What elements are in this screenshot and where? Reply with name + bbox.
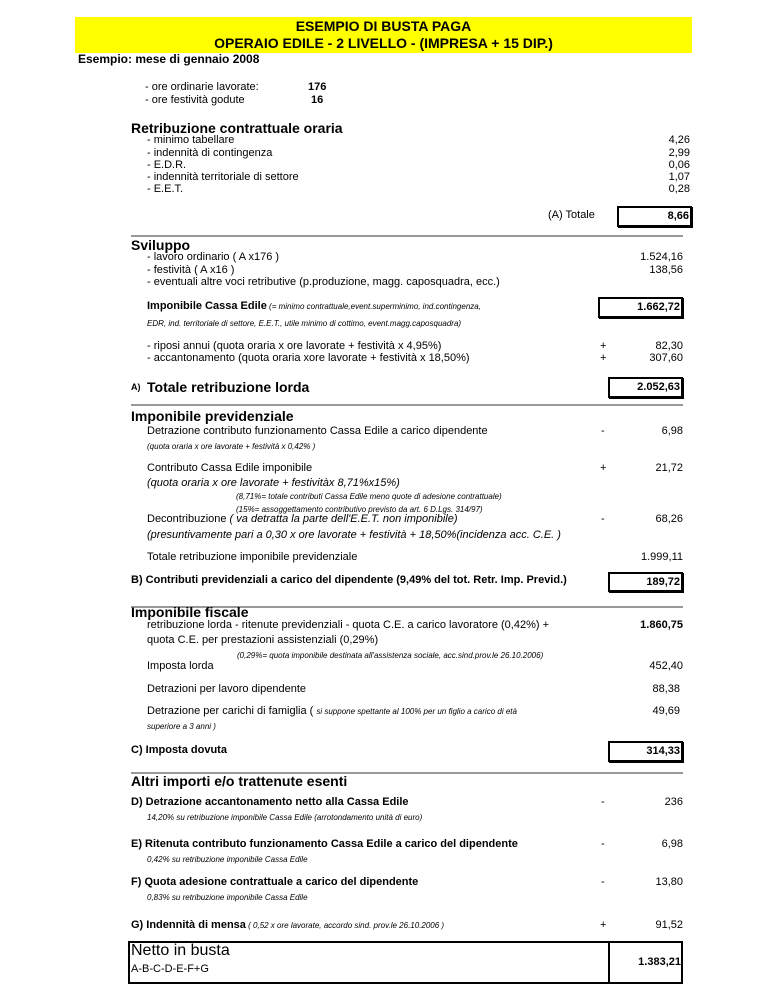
label: Detrazione per carichi di famiglia ( (147, 705, 317, 717)
rate-item-value: 2,99 (668, 147, 690, 159)
rate-item-value: 4,26 (668, 134, 690, 146)
section-heading: Sviluppo (131, 237, 191, 253)
rate-item-label: - minimo tabellare (147, 134, 235, 146)
value: 68,26 (655, 513, 683, 525)
note: ( 0,52 x ore lavorate, accordo sind. prov.le 26.10.2006 ) (245, 921, 445, 930)
value: 6,98 (661, 425, 683, 437)
deduction-note: 0,42% su retribuzione imponibile Cassa Edile (147, 855, 308, 864)
imponibile-cassa-edile-box: 1.662,72 (598, 297, 683, 318)
accantonamento-label: - accantonamento (quota oraria xore lavorate + festività x 18,50%) (147, 352, 470, 364)
sviluppo-item-value: 1.524,16 (640, 251, 683, 263)
sign: + (600, 462, 607, 474)
total-a-label: (A) Totale (548, 209, 595, 221)
note: ( va detratta la parte dell'E.E.T. non imponibile) (226, 513, 458, 525)
sign: + (600, 919, 607, 931)
total-prefix: A) (131, 382, 141, 392)
total-lorda-box: 2.052,63 (608, 377, 683, 398)
deduction-value: 6,98 (661, 838, 683, 850)
section-heading: Imponibile previdenziale (131, 408, 294, 424)
deduction-note: 14,20% su retribuzione imponibile Cassa Edile (arrotondamento unità di euro) (147, 813, 423, 822)
rate-item-label: - E.E.T. (147, 183, 184, 195)
contributo-label: Contributo Cassa Edile imponibile (147, 462, 313, 474)
hours-value: 16 (311, 94, 324, 106)
imposta-lorda-label: Imposta lorda (147, 660, 214, 672)
detrazione-label: Detrazione contributo funzionamento Cassa Edile a carico dipendente (147, 425, 488, 437)
total-lorda-label: Totale retribuzione lorda (147, 379, 310, 395)
deduction-label: F) Quota adesione contrattuale a carico del dipendente (131, 876, 419, 888)
sviluppo-item-label: - eventuali altre voci retributive (p.produzione, magg. caposquadra, ecc.) (147, 276, 500, 288)
sign: + (600, 352, 607, 364)
deduction-value: 236 (664, 796, 683, 808)
deduction-sign: - (601, 838, 605, 850)
imponibile-note: EDR, ind. territoriale di settore, E.E.T., utile minimo di cottimo, event.magg.caposquadra) (147, 319, 462, 328)
deduction-note: 0,83% su retribuzione imponibile Cassa Edile (147, 893, 308, 902)
detrazioni-label: Detrazioni per lavoro dipendente (147, 683, 306, 695)
subtitle: Esempio: mese di gennaio 2008 (78, 52, 260, 66)
carichi-label (147, 705, 517, 718)
decontribuzione-note: (presuntivamente pari a 0,30 x ore lavorate + festività + 18,50%(incidenza acc. C.E. ) (147, 529, 561, 541)
riposi-label: - riposi annui (quota oraria x ore lavorate + festività x 4,95%) (147, 340, 442, 352)
deduction-label: E) Ritenuta contributo funzionamento Cassa Edile a carico del dipendente (131, 838, 518, 850)
value: 307,60 (649, 352, 683, 364)
sign: + (600, 340, 607, 352)
divider (131, 404, 683, 406)
c-label: C) Imposta dovuta (131, 744, 227, 756)
value: 452,40 (649, 660, 683, 672)
fiscale-line: retribuzione lorda - ritenute previdenziali - quota C.E. a carico lavoratore (0,42%) + (147, 619, 550, 631)
title-line1: ESEMPIO DI BUSTA PAGA (295, 18, 472, 34)
deduction-label: D) Detrazione accantonamento netto alla Cassa Edile (131, 796, 409, 808)
rate-item-label: - indennità territoriale di settore (147, 171, 299, 183)
rate-item-value: 0,28 (668, 183, 690, 195)
value: 49,69 (652, 705, 680, 717)
label: Imponibile Cassa Edile (147, 300, 267, 312)
value: 91,52 (655, 919, 683, 931)
carichi-note: superiore a 3 anni ) (147, 722, 216, 731)
title-line2: OPERAIO EDILE - 2 LIVELLO - (IMPRESA + 15 DIP.) (214, 35, 553, 51)
deduction-value: 13,80 (655, 876, 683, 888)
hours-value: 176 (308, 81, 327, 93)
deduction-sign: - (601, 796, 605, 808)
divider (131, 235, 683, 237)
contributo-note: (15%= assoggettamento contributivo previsto da art. 6 D.Lgs. 314/97) (236, 505, 483, 514)
imponibile-cassa-edile-label (147, 300, 481, 313)
rate-item-value: 0,06 (668, 159, 690, 171)
label: G) Indennità di mensa (131, 919, 246, 931)
netto-label: Netto in busta (131, 942, 230, 959)
rate-item-label: - indennità di contingenza (147, 147, 273, 159)
totale-previdenziale-label: Totale retribuzione imponibile previdenziale (147, 551, 358, 563)
value: 88,38 (652, 683, 680, 695)
value: 82,30 (655, 340, 683, 352)
rate-item-value: 1,07 (668, 171, 690, 183)
value: 1.860,75 (640, 619, 683, 631)
sign: - (601, 425, 605, 437)
b-box: 189,72 (608, 572, 683, 592)
fiscale-note: (0,29%= quota imponibile destinata all'assistenza sociale, acc.sind.prov.le 26.10.2006) (237, 651, 544, 660)
rate-item-label: - E.D.R. (147, 159, 187, 171)
value: 1.999,11 (640, 551, 683, 563)
hours-label: - ore festività godute (145, 94, 245, 106)
c-box: 314,33 (608, 741, 683, 762)
title-banner (75, 17, 692, 53)
b-label: B) Contributi previdenziali a carico del dipendente (9,49% del tot. Retr. Imp. Previd.) (131, 574, 567, 586)
value: 21,72 (655, 462, 683, 474)
fiscale-line: quota C.E. per prestazioni assistenziali (0,29%) (147, 634, 379, 646)
contributo-note: (8,71%= totale contributi Cassa Edile meno quote di adesione contrattuale) (236, 492, 502, 501)
contributo-note: (quota oraria x ore lavorate + festivitàx 8,71%x15%) (147, 477, 400, 489)
sign: - (601, 513, 605, 525)
label: Decontribuzione (147, 513, 227, 525)
sviluppo-item-label: - festività ( A x16 ) (147, 264, 235, 276)
section-heading: Retribuzione contrattuale oraria (131, 120, 343, 136)
section-heading: Imponibile fiscale (131, 604, 249, 620)
note: si suppone spettante al 100% per un figlio a carico di età (316, 707, 517, 716)
detrazione-note: (quota oraria x ore lavorate + festività x 0,42% ) (147, 442, 316, 451)
section-heading: Altri importi e/o trattenute esenti (131, 773, 348, 789)
deduction-sign: - (601, 876, 605, 888)
note: (= minimo contrattuale,event.superminimo, ind.contingenza, (266, 302, 481, 311)
g-label (131, 919, 444, 932)
netto-value: 1.383,21 (638, 956, 681, 968)
netto-formula: A-B-C-D-E-F+G (131, 963, 209, 975)
sviluppo-item-label: - lavoro ordinario ( A x176 ) (147, 251, 280, 263)
sviluppo-item-value: 138,56 (649, 264, 683, 276)
hours-label: - ore ordinarie lavorate: (145, 81, 259, 93)
decontribuzione-label (147, 513, 457, 526)
total-a-box: 8,66 (617, 206, 692, 227)
